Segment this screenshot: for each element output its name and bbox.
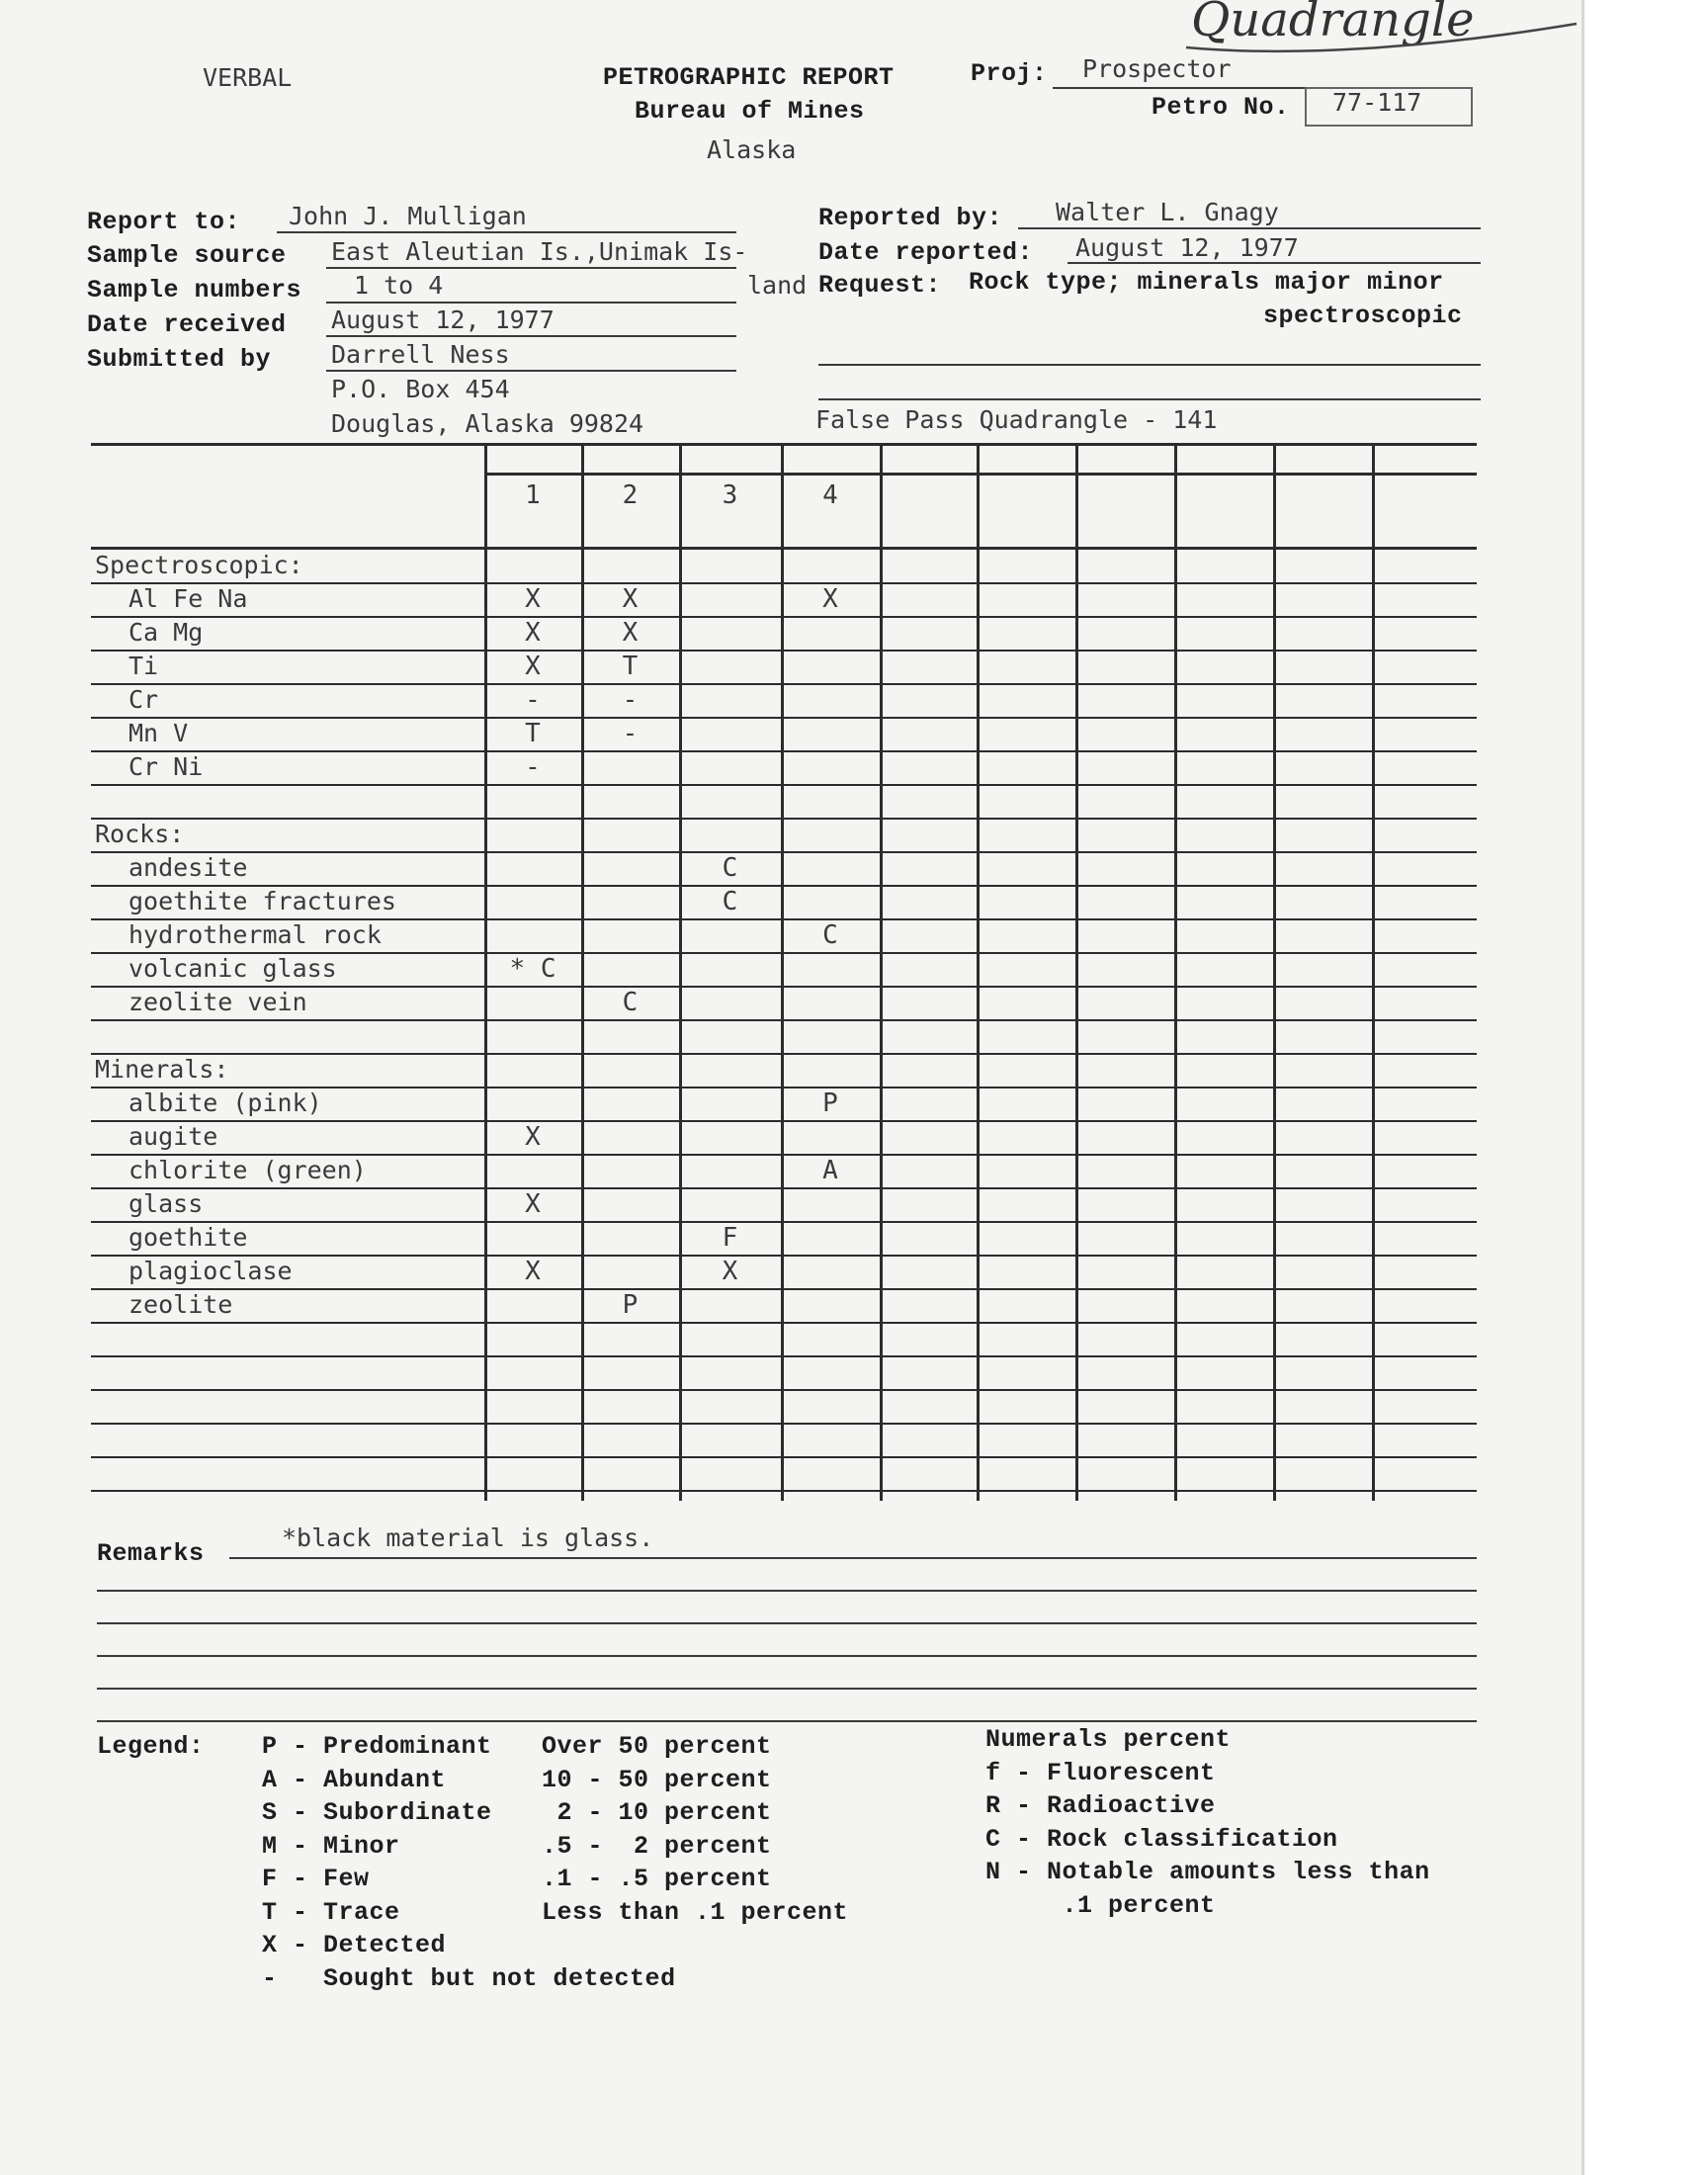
submitted-by-underline [326,370,736,372]
table-cell-value: X [525,618,541,648]
table-cell-value: P [622,1290,639,1320]
table-column-divider [1273,443,1276,1501]
table-row-line [91,1019,1477,1021]
petro-value: 77-117 [1332,88,1422,117]
table-row-label: albite (pink) [128,1088,322,1117]
table-row-line [91,784,1477,786]
remarks-text: *black material is glass. [282,1523,654,1552]
table-cell-value: - [525,752,541,782]
table-column-divider [484,443,487,1501]
table-row-line [91,1187,1477,1189]
state-name: Alaska [707,135,797,164]
table-row-label: Cr Ni [128,752,204,781]
table-row-line [91,683,1477,685]
legend-percent-entry: 2 - 10 percent [542,1798,772,1827]
legend-percent-entry: Over 50 percent [542,1732,772,1761]
column-header-bottom-line [91,547,1477,550]
table-row-label: Mn V [128,719,189,747]
proj-label: Proj: [971,59,1048,88]
column-number: 2 [622,480,639,510]
legend-percent-entry: .1 - .5 percent [542,1865,772,1893]
request-line-1: Rock type; minerals major minor [969,268,1444,297]
table-row-label: Ti [128,652,159,680]
submitted-by-label: Submitted by [87,345,272,374]
table-row-label: hydrothermal rock [128,920,382,949]
reported-by-value: Walter L. Gnagy [1056,198,1279,226]
remarks-line-2 [97,1590,1477,1592]
report-to-label: Report to: [87,208,241,236]
table-row-line [91,650,1477,652]
table-cell-value: X [622,618,639,648]
legend-code-entry: S - Subordinate [262,1798,492,1827]
table-row-line [91,1355,1477,1357]
table-cell-value: - [525,685,541,715]
column-number: 4 [822,480,838,510]
column-header-top-line [484,473,1477,476]
table-cell-value: T [622,652,639,681]
table-row-line [91,1389,1477,1391]
proj-value: Prospector [1082,54,1232,83]
table-row-label: Cr [128,685,159,714]
legend-code-entry: - Sought but not detected [262,1963,676,1993]
submitted-by-value: Darrell Ness [331,340,510,369]
sample-source-value: East Aleutian Is.,Unimak Is- [331,237,748,266]
petro-label: Petro No. [1152,93,1290,122]
table-cell-value: C [722,887,738,916]
sample-numbers-underline [326,302,736,304]
column-number: 3 [722,480,738,510]
legend-note-entry: Numerals percent [985,1725,1232,1754]
table-row-label: Ca Mg [128,618,204,647]
handwriting-swash [1176,18,1591,57]
table-row-label: volcanic glass [128,954,337,983]
report-to-value: John J. Mulligan [289,202,527,230]
table-column-divider [1174,443,1177,1501]
legend-code-entry: X - Detected [262,1931,447,1959]
table-column-divider [581,443,584,1501]
sample-numbers-continuation: land [747,271,808,300]
table-column-divider [679,443,682,1501]
table-column-divider [880,443,883,1501]
table-cell-value: F [722,1223,738,1253]
legend-code-entry: F - Few [262,1865,370,1893]
remarks-label: Remarks [97,1539,205,1568]
table-column-divider [1075,443,1078,1501]
sample-source-underline [326,267,736,269]
legend-code-entry: P - Predominant [262,1732,492,1761]
legend-percent-entry: .5 - 2 percent [542,1831,772,1861]
legend-note-entry: N - Notable amounts less than [985,1858,1430,1886]
table-row-label: andesite [128,853,248,882]
remarks-line-4 [97,1655,1477,1657]
table-row-label: augite [128,1122,218,1151]
legend-label: Legend: [97,1732,205,1761]
table-cell-value: A [822,1156,838,1185]
table-row-label: zeolite [128,1290,233,1319]
table-column-divider [1372,443,1375,1501]
table-cell-value: T [525,719,541,748]
sample-source-label: Sample source [87,241,287,270]
table-cell-value: X [622,584,639,614]
request-label: Request: [818,271,942,300]
date-reported-label: Date reported: [818,238,1034,267]
table-cell-value: X [525,1189,541,1219]
table-cell-value: C [822,920,838,950]
legend-note-entry: C - Rock classification [985,1824,1338,1854]
table-row-line [91,1423,1477,1425]
report-to-underline [277,231,736,233]
table-row-line [91,717,1477,719]
table-cell-value: X [722,1257,738,1286]
table-section-label: Rocks: [95,820,185,848]
date-received-value: August 12, 1977 [331,305,555,334]
table-row-label: Al Fe Na [128,584,248,613]
legend-note-entry: .1 percent [985,1890,1216,1920]
reported-by-label: Reported by: [818,204,1003,232]
table-section-label: Minerals: [95,1055,229,1084]
bureau-name: Bureau of Mines [635,97,865,126]
reported-by-underline [1018,227,1481,229]
verbal-label: VERBAL [203,63,293,92]
remarks-line-6 [97,1720,1477,1722]
legend-note-entry: f - Fluorescent [985,1758,1216,1787]
table-row-label: glass [128,1189,204,1218]
column-number: 1 [525,480,541,510]
address-line-2: Douglas, Alaska 99824 [331,409,644,438]
table-row-line [91,1322,1477,1324]
table-row-line [91,1120,1477,1122]
table-column-divider [977,443,980,1501]
table-row-label: chlorite (green) [128,1156,367,1184]
remarks-line-1 [229,1557,1477,1559]
legend-note-entry: R - Radioactive [985,1791,1216,1820]
table-cell-value: X [525,652,541,681]
legend-percent-entry: 10 - 50 percent [542,1765,772,1794]
request-blank-line-1 [818,364,1481,366]
table-column-divider [781,443,784,1501]
legend-percent-entry: Less than .1 percent [542,1897,849,1927]
table-row-label: plagioclase [128,1257,293,1285]
date-reported-underline [1068,262,1481,264]
date-reported-value: August 12, 1977 [1075,233,1299,262]
sample-numbers-label: Sample numbers [87,276,302,304]
table-cell-value: P [822,1088,838,1118]
handwritten-note: Quadrangle [1191,0,1475,47]
table-top-line [91,443,1477,446]
table-cell-value: C [622,988,639,1017]
table-row-line [91,1053,1477,1055]
table-row-line [91,1255,1477,1257]
remarks-line-5 [97,1688,1477,1690]
table-cell-value: C [722,853,738,883]
request-line-2: spectroscopic [1263,302,1463,330]
remarks-line-3 [97,1622,1477,1624]
table-row-line [91,1490,1477,1492]
table-row-line [91,1221,1477,1223]
date-received-label: Date received [87,310,287,339]
legend-code-entry: A - Abundant [262,1765,447,1794]
table-cell-value: X [525,1122,541,1152]
table-cell-value: - [622,719,639,748]
table-row-line [91,582,1477,584]
table-row-line [91,750,1477,752]
legend-code-entry: T - Trace [262,1897,400,1927]
table-cell-value: * C [509,954,556,984]
table-row-line [91,1288,1477,1290]
report-title: PETROGRAPHIC REPORT [603,63,895,92]
table-row-line [91,851,1477,853]
date-received-underline [326,335,736,337]
table-row-label: goethite [128,1223,248,1252]
request-blank-line-2 [818,398,1481,400]
table-section-label: Spectroscopic: [95,551,303,579]
table-row-label: goethite fractures [128,887,396,915]
address-line-1: P.O. Box 454 [331,375,510,403]
table-row-line [91,818,1477,820]
quadrangle-value: False Pass Quadrangle - 141 [815,405,1218,434]
table-cell-value: X [822,584,838,614]
table-cell-value: X [525,1257,541,1286]
legend-code-entry: M - Minor [262,1831,400,1861]
table-row-line [91,616,1477,618]
table-cell-value: - [622,685,639,715]
table-row-label: zeolite vein [128,988,307,1016]
table-cell-value: X [525,584,541,614]
sample-numbers-value: 1 to 4 [354,271,444,300]
table-row-line [91,1456,1477,1458]
